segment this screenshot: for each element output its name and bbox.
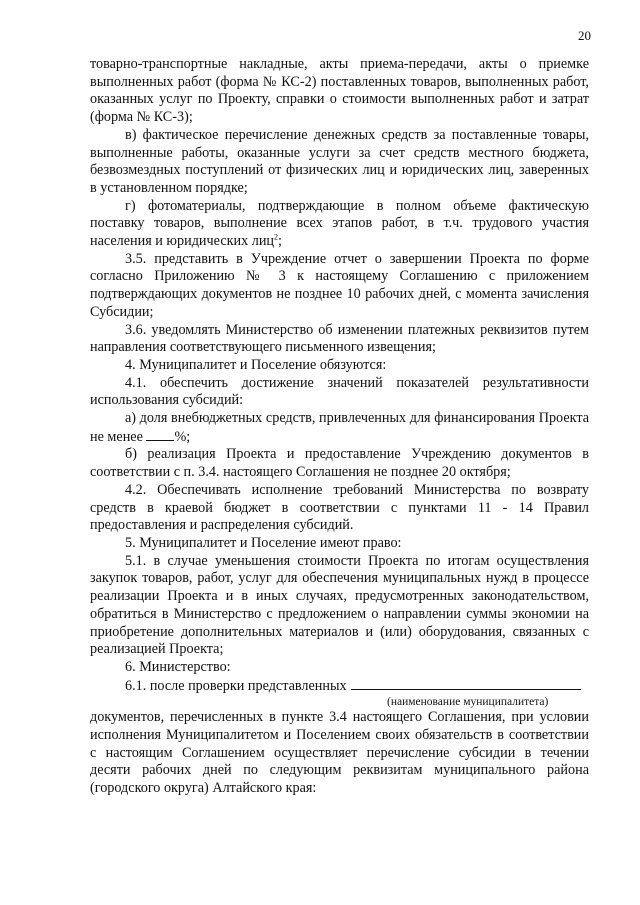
paragraph: 5.1. в случае уменьшения стоимости Проекта по итогам осуществления закупок товаров, работ, услуг для обеспечения муниципальных нужд в процессе реализации Проекта и в иных случаях, предусмотренных законодательством, обратиться в Министерство с предложением о направлении суммы экономии на приобретение дополнительных материалов и (или) оборудования, связанных с реализацией Проекта; <box>90 552 589 658</box>
paragraph: б) реализация Проекта и предоставление Учреждению документов в соответствии с п. 3.4. настоящего Соглашения не позднее 20 октября; <box>90 446 589 481</box>
paragraph: 4.2. Обеспечивать исполнение требований Министерства по возврату средств в краевой бюджет в соответствии с пунктами 11 - 14 Правил предоставления и распределения субсидий. <box>90 481 589 534</box>
blank-field <box>146 428 174 441</box>
paragraph: в) фактическое перечисление денежных средств за поставленные товары, выполненные работы, оказанные услуги за счет средств местного бюджета, безвозмездных поступлений от физических лиц и юридических лиц, заверенных в установленном порядке; <box>90 126 589 196</box>
paragraph: а) доля внебюджетных средств, привлеченных для финансирования Проекта не менее %; <box>90 410 589 445</box>
paragraph: г) фотоматериалы, подтверждающие в полном объеме фактическую поставку товаров, выполнение всех этапов работ, в т.ч. трудового участия населения и юридических лиц$^2$; <box>90 197 589 250</box>
paragraph: товарно-транспортные накладные, акты приема-передачи, акты о приемке выполненных работ (форма № КС-2) поставленных товаров, выполненных работ, оказанных услуг по Проекту, справки о стоимости выполненных работ и затрат (форма № КС-3); <box>90 56 589 126</box>
municipality-fill-line <box>351 677 581 690</box>
section-heading: 6. Министерство: <box>125 658 231 675</box>
document-body <box>90 56 589 798</box>
fill-caption: (наименование муниципалитета) <box>387 696 549 709</box>
page-number: 20 <box>578 28 591 43</box>
section-heading: 4. Муниципалитет и Поселение обязуются: <box>125 356 387 373</box>
paragraph: 3.6. уведомлять Министерство об изменении платежных реквизитов путем направления соответствующего письменного извещения; <box>90 321 589 356</box>
footnote-marker: 2 <box>274 232 279 242</box>
paragraph: 3.5. представить в Учреждение отчет о завершении Проекта по форме согласно Приложению № 3 к настоящему Соглашению с приложением подтверждающих документов не позднее 10 рабочих дней, с момента зачисления Субсидии; <box>90 250 589 320</box>
paragraph: документов, перечисленных в пункте 3.4 настоящего Соглашения, при условии исполнения Муниципалитетом и Поселением своих обязательств в соответствии с настоящим Соглашением осуществляет перечисление субсидии в течении десяти рабочих дней по следующим реквизитам муниципального района (городского округа) Алтайского края: <box>90 709 589 797</box>
section-heading: 5. Муниципалитет и Поселение имеют право: <box>125 534 402 551</box>
paragraph: 6.1. после проверки представленных <box>90 677 589 696</box>
paragraph: 4.1. обеспечить достижение значений показателей результативности использования субсидий: <box>90 374 589 409</box>
